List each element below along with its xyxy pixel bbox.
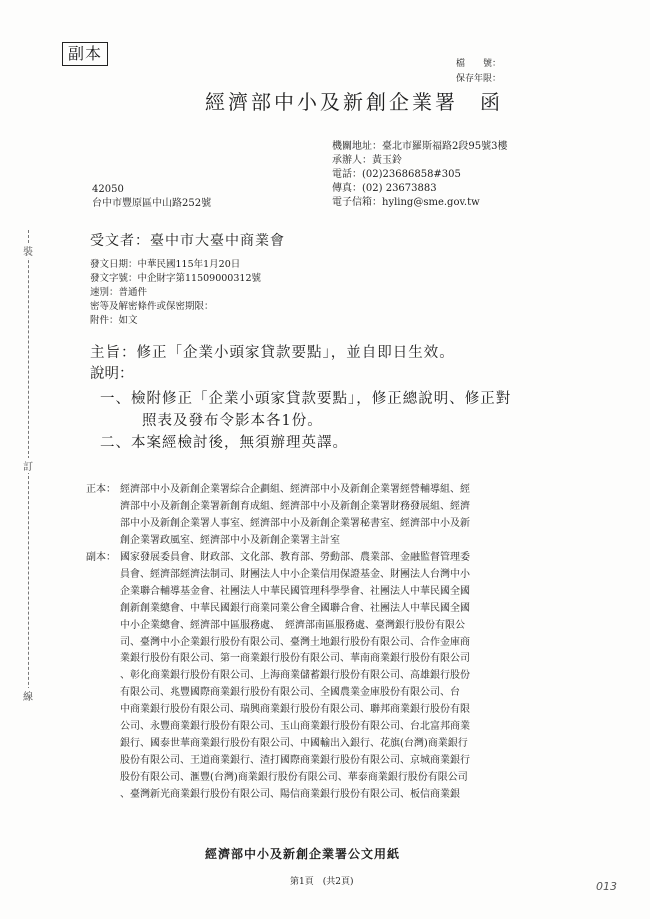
copy-stamp: 副本 xyxy=(62,42,108,66)
copy-recipients-label: 副本： xyxy=(86,552,116,563)
copy-recipients-line: 中小企業總會、經濟部中區服務處、 經濟部南區服務處、臺灣銀行股份有限公 xyxy=(120,619,465,631)
urgency: 速別：普通件 xyxy=(90,287,148,298)
explanation-item-2: 二、本案經檢討後，無須辦理英譯。 xyxy=(100,435,348,451)
subject: 主旨：修正「企業小頭家貸款要點」，並自即日生效。 xyxy=(90,345,455,361)
copy-recipients-line: 企業聯合輔導基金會、社團法人中華民國管理科學學會、社團法人中華民國全國 xyxy=(120,585,470,597)
copy-recipients-line: 、彰化商業銀行股份有限公司、上海商業儲蓄銀行股份有限公司、高雄銀行股份 xyxy=(120,670,470,682)
original-recipients-line: 部中小及新創企業署人事室、經濟部中小及新創企業署秘書室、經濟部中小及新 xyxy=(120,517,470,529)
original-recipients-line: 濟部中小及新創企業署新創育成組、經濟部中小及新創企業署財務發展組、經濟 xyxy=(120,500,470,512)
issue-date: 發文日期：中華民國115年1月20日 xyxy=(90,259,241,270)
document-number: 發文字號：中企財字第11509000312號 xyxy=(90,273,261,284)
form-paper-title: 經濟部中小及新創企業署公文用紙 xyxy=(205,847,401,861)
document-type: 函 xyxy=(480,90,503,114)
copy-recipients-line: 銀行、國泰世華商業銀行股份有限公司、中國輸出入銀行、花旗(台灣)商業銀行 xyxy=(120,737,468,749)
binding-mark-ding: 訂 xyxy=(23,458,33,473)
attachment: 附件：如文 xyxy=(90,315,138,326)
handwritten-page-mark: 013 xyxy=(596,880,617,893)
original-recipients-line: 創企業署政風室、經濟部中小及新創企業署主計室 xyxy=(120,534,340,546)
copy-recipients xyxy=(120,550,470,804)
agency-address: 機關地址：臺北市羅斯福路2段95號3樓 xyxy=(332,141,508,152)
fax: 傳真：(02) 23673883 xyxy=(332,183,437,194)
original-recipients-line: 經濟部中小及新創企業署綜合企劃組、經濟部中小及新創企業署經營輔導組、經 xyxy=(120,484,470,495)
binding-mark-xian: 線 xyxy=(23,688,33,703)
original-recipients-label: 正本： xyxy=(86,484,116,495)
explanation-item-1: 一、檢附修正「企業小頭家貸款要點」，修正總說明、修正對 xyxy=(100,391,512,407)
retention-period-label: 保存年限： xyxy=(456,74,502,84)
copy-recipients-line: 中商業銀行股份有限公司、瑞興商業銀行股份有限公司、聯邦商業銀行股份有限 xyxy=(120,704,470,716)
copy-recipients-line: 股份有限公司、王道商業銀行、渣打國際商業銀行股份有限公司、京城商業銀行 xyxy=(120,754,470,766)
copy-recipients-line: 有限公司、兆豐國際商業銀行股份有限公司、全國農業金庫股份有限公司、台 xyxy=(120,687,460,699)
copy-recipients-line: 員會、經濟部經濟法制司、財團法人中小企業信用保證基金、財團法人台灣中小 xyxy=(120,568,470,580)
confidentiality: 密等及解密條件或保密期限： xyxy=(90,301,214,312)
explanation-item-1-cont: 照表及發布令影本各1份。 xyxy=(142,413,323,429)
recipient: 受文者：臺中市大臺中商業會 xyxy=(90,233,285,249)
archive-number-label: 檔 號： xyxy=(456,59,502,69)
copy-recipients-line: 股份有限公司、滙豐(台灣)商業銀行股份有限公司、華泰商業銀行股份有限公司 xyxy=(120,771,468,783)
recipient-address: 台中市豐原區中山路252號 xyxy=(92,198,212,209)
phone: 電話：(02)23686858#305 xyxy=(332,169,461,180)
copy-recipients-line: 公司、永豐商業銀行股份有限公司、玉山商業銀行股份有限公司、台北富邦商業 xyxy=(120,721,470,733)
page-number: 第1頁 (共2頁) xyxy=(290,877,354,887)
document-title xyxy=(205,86,503,115)
agency-name: 經濟部中小及新創企業署 xyxy=(205,90,458,114)
document-info xyxy=(90,258,261,328)
agency-contact-block xyxy=(332,140,507,210)
email: 電子信箱：hyling@sme.gov.tw xyxy=(332,197,480,208)
original-recipients xyxy=(120,482,470,550)
copy-recipients-line: 國家發展委員會、財政部、文化部、教育部、勞動部、農業部、金融監督管理委 xyxy=(120,552,470,563)
recipient-address-block xyxy=(92,183,211,211)
copy-recipients-line: 業銀行股份有限公司、第一商業銀行股份有限公司、華南商業銀行股份有限公司 xyxy=(120,653,470,665)
explanation-label: 說明： xyxy=(90,366,134,382)
copy-recipients-line: 、臺灣新光商業銀行股份有限公司、陽信商業銀行股份有限公司、板信商業銀 xyxy=(120,788,460,800)
contact-person: 承辦人：黃玉鈴 xyxy=(332,155,402,166)
binding-mark-zhuang: 裝 xyxy=(23,243,33,258)
zip-code: 42050 xyxy=(92,184,124,195)
copy-recipients-line: 司、臺灣中小企業銀行股份有限公司、臺灣土地銀行股份有限公司、合作金庫商 xyxy=(120,636,470,648)
copy-recipients-line: 創新創業總會、中華民國銀行商業同業公會全國聯合會、社團法人中華民國全國 xyxy=(120,602,470,614)
